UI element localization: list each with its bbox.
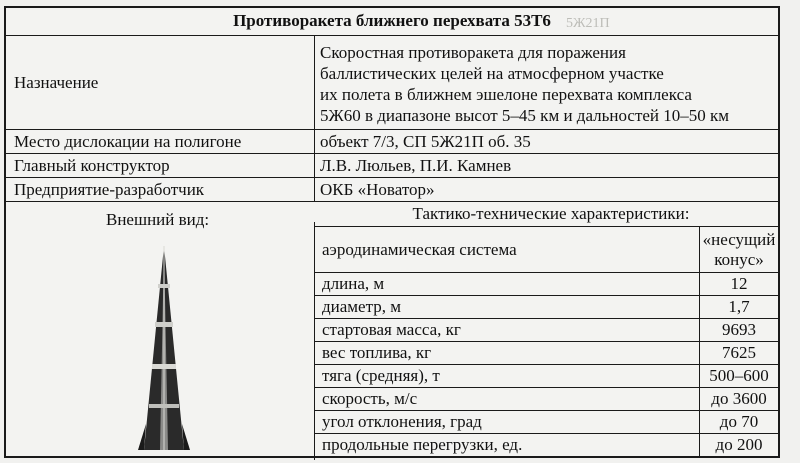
title-row: [6, 8, 778, 36]
spec-name: диаметр, м: [314, 296, 700, 318]
spec-value: 12: [730, 274, 748, 293]
designer-value: Л.В. Люльев, П.И. Камнев: [320, 155, 512, 175]
bleed-text: 5Ж21П: [566, 16, 610, 31]
spec-row: [314, 433, 778, 456]
purpose-line: Скоростная противоракета для поражения: [320, 43, 626, 62]
appearance-label: Внешний вид:: [106, 210, 210, 229]
spec-sheet-table: [4, 6, 780, 458]
spec-row: [314, 364, 778, 387]
developer-label: Предприятие-разработчик: [14, 179, 205, 199]
spec-name: тяга (средняя), т: [314, 365, 700, 387]
spec-row: [314, 295, 778, 318]
spec-value-line: «несущий: [702, 229, 776, 249]
purpose-label: Назначение: [14, 72, 99, 92]
developer-value: ОКБ «Новатор»: [320, 179, 435, 199]
spec-row: [314, 318, 778, 341]
purpose-row: [6, 36, 778, 130]
location-label: Место дислокации на полигоне: [14, 131, 242, 151]
spec-row: [314, 410, 778, 433]
designer-label: Главный конструктор: [14, 155, 170, 175]
purpose-line: баллистических целей на атмосферном участке: [320, 64, 664, 83]
purpose-line: 5Ж60 в диапазоне высот 5–45 км и дальностей 10–50 км: [320, 106, 730, 125]
spec-name: длина, м: [314, 273, 700, 295]
spec-value: [700, 227, 778, 272]
spec-value: 7625: [722, 343, 756, 362]
spec-name: вес топлива, кг: [314, 342, 700, 364]
spec-row: [314, 341, 778, 364]
page-title: Противоракета ближнего перехвата 53Т6: [233, 11, 551, 30]
location-row: [6, 130, 778, 154]
purpose-line: их полета в ближнем эшелоне перехвата комплекса: [320, 85, 692, 104]
purpose-value: [314, 36, 778, 129]
spec-name: стартовая масса, кг: [314, 319, 700, 341]
spec-name: скорость, м/с: [314, 388, 700, 410]
spec-row: [314, 226, 778, 272]
spec-value: до 70: [719, 412, 759, 431]
spec-name: угол отклонения, град: [314, 411, 700, 433]
location-value: объект 7/3, СП 5Ж21П об. 35: [320, 131, 531, 151]
spec-name: аэродинамическая система: [314, 227, 700, 272]
spec-value: до 3600: [711, 389, 767, 408]
spec-value: до 200: [715, 435, 763, 454]
developer-row: [6, 178, 778, 202]
designer-row: [6, 154, 778, 178]
spec-value-line: конус»: [714, 249, 764, 269]
spec-value: 500–600: [709, 366, 769, 385]
spec-name: продольные перегрузки, ед.: [314, 434, 700, 456]
spec-value: 9693: [722, 320, 756, 339]
rocket-illustration: [134, 244, 194, 454]
spec-row: [314, 387, 778, 410]
specs-title: Тактико-технические характеристики:: [412, 204, 690, 223]
column-divider: [314, 36, 315, 202]
spec-value: 1,7: [728, 297, 750, 316]
lower-section: [6, 202, 778, 456]
spec-row: [314, 272, 778, 295]
